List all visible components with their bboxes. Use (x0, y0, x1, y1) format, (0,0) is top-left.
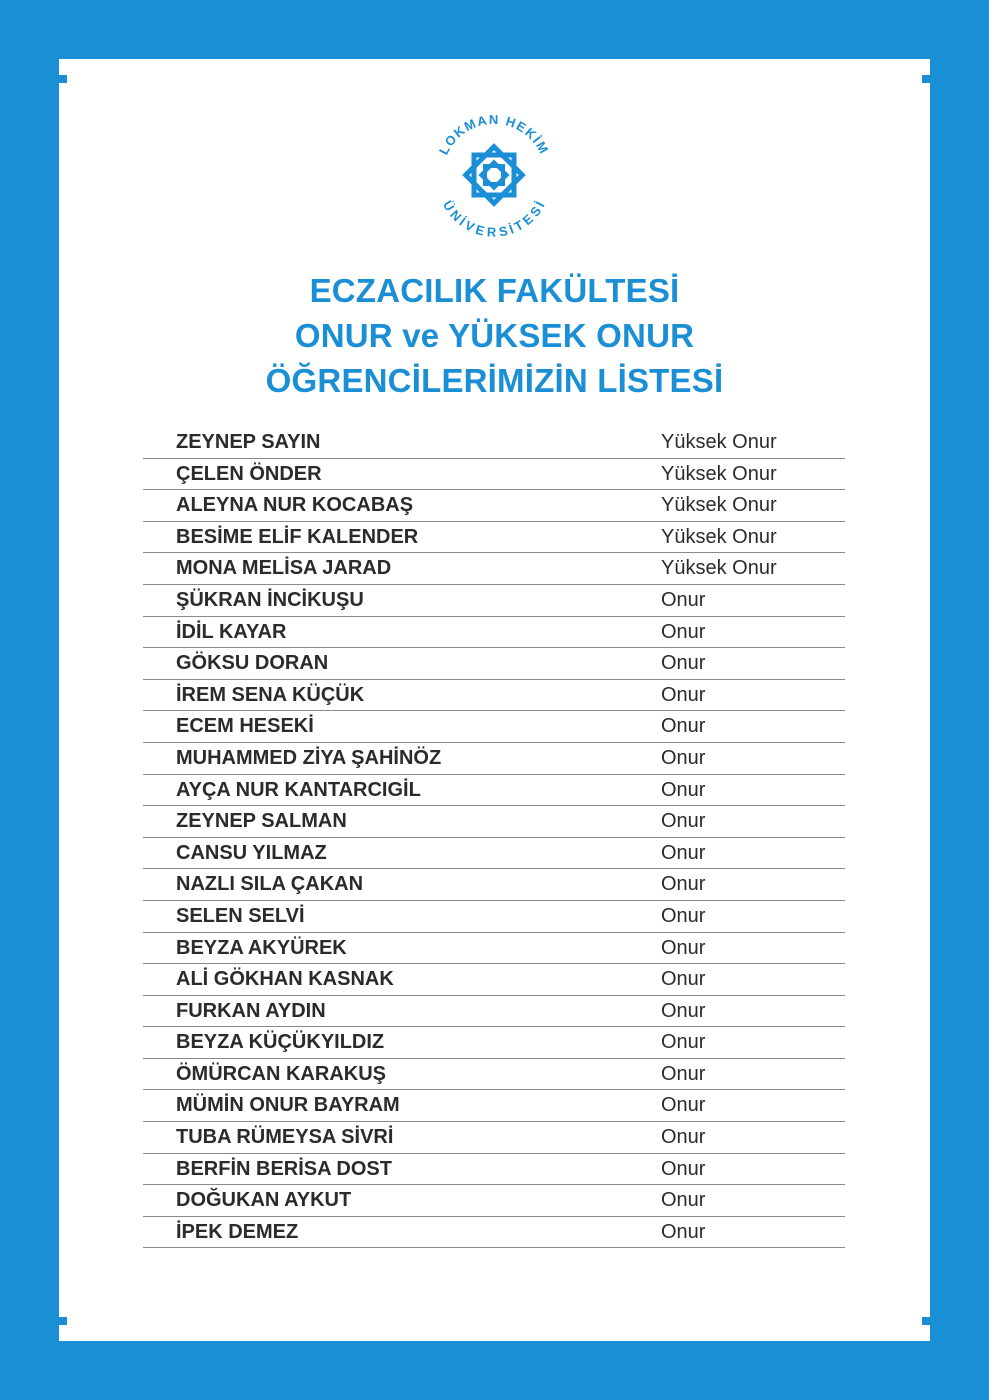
honor-status: Onur (661, 1094, 706, 1117)
student-row (143, 838, 845, 870)
title-line-1: ECZACILIK FAKÜLTESİ (309, 272, 680, 309)
corner-decoration (67, 67, 75, 75)
student-name: ZEYNEP SAYIN (176, 431, 321, 453)
student-name: İDİL KAYAR (176, 620, 287, 643)
student-name: NAZLI SILA ÇAKAN (176, 873, 364, 896)
honor-status: Onur (661, 841, 706, 864)
honor-status: Onur (661, 652, 706, 675)
star-emblem-icon (466, 147, 523, 204)
honor-status: Onur (661, 778, 706, 801)
student-row (143, 1154, 845, 1186)
student-name: BESİME ELİF KALENDER (176, 525, 419, 548)
title-line-3: ÖĞRENCİLERİMİZİN LİSTESİ (265, 362, 724, 399)
honor-status: Onur (661, 873, 706, 896)
logo-ring-text-top: LOKMAN HEKİM (435, 111, 553, 158)
student-name: MÜMİN ONUR BAYRAM (176, 1094, 400, 1117)
honor-status: Yüksek Onur (661, 494, 777, 517)
corner-decoration (922, 75, 930, 83)
student-name: BEYZA KÜÇÜKYILDIZ (176, 1031, 385, 1054)
honor-status: Onur (661, 588, 706, 611)
student-name: ÇELEN ÖNDER (176, 462, 322, 485)
corner-decoration (922, 1317, 930, 1325)
student-row (143, 901, 845, 933)
student-name: DOĞUKAN AYKUT (176, 1189, 352, 1212)
honor-status: Yüksek Onur (661, 462, 777, 485)
svg-text:LOKMAN HEKİM (436, 112, 552, 157)
student-row (143, 680, 845, 712)
student-name: MUHAMMED ZİYA ŞAHİNÖZ (176, 746, 442, 769)
honor-status: Onur (661, 746, 706, 769)
student-row (143, 1122, 845, 1154)
student-name: ZEYNEP SALMAN (176, 810, 347, 833)
honor-status: Onur (661, 810, 706, 833)
student-row (143, 1217, 845, 1249)
corner-decoration (59, 1317, 67, 1325)
student-row (143, 775, 845, 807)
student-row (143, 553, 845, 585)
student-name: FURKAN AYDIN (176, 999, 326, 1022)
student-row (143, 1185, 845, 1217)
honor-status: Onur (661, 1220, 706, 1243)
student-name: BERFİN BERİSA DOST (176, 1157, 392, 1180)
student-row (143, 933, 845, 965)
honor-status: Onur (661, 1189, 706, 1212)
student-row (143, 869, 845, 901)
student-row (143, 427, 845, 459)
university-logo (427, 108, 561, 242)
student-row (143, 996, 845, 1028)
student-name: ÖMÜRCAN KARAKUŞ (176, 1062, 386, 1085)
corner-decoration (67, 1325, 75, 1333)
honor-status: Yüksek Onur (661, 525, 777, 548)
honor-status: Yüksek Onur (661, 557, 777, 580)
honor-status: Onur (661, 1126, 706, 1149)
student-row (143, 1027, 845, 1059)
honor-status: Onur (661, 620, 706, 643)
student-row (143, 1090, 845, 1122)
honor-status: Onur (661, 968, 706, 991)
student-row (143, 964, 845, 996)
student-row (143, 648, 845, 680)
title-line-2: ONUR ve YÜKSEK ONUR (294, 317, 695, 354)
student-row (143, 585, 845, 617)
student-name: ALEYNA NUR KOCABAŞ (176, 494, 414, 517)
honor-status: Yüksek Onur (661, 431, 777, 453)
student-row (143, 522, 845, 554)
student-row (143, 1059, 845, 1091)
honor-status: Onur (661, 999, 706, 1022)
student-name: GÖKSU DORAN (176, 652, 329, 675)
student-name: ALİ GÖKHAN KASNAK (176, 968, 394, 991)
student-name: SELEN SELVİ (176, 904, 305, 927)
student-name: İREM SENA KÜÇÜK (176, 683, 365, 706)
honor-status: Onur (661, 936, 706, 959)
student-row (143, 711, 845, 743)
corner-decoration (914, 67, 922, 75)
student-name: ŞÜKRAN İNCİKUŞU (176, 588, 364, 611)
student-name: ECEM HESEKİ (176, 715, 314, 738)
student-name: BEYZA AKYÜREK (176, 936, 347, 959)
student-name: AYÇA NUR KANTARCIGİL (176, 778, 421, 801)
student-name: TUBA RÜMEYSA SİVRİ (176, 1126, 394, 1149)
student-name: CANSU YILMAZ (176, 841, 327, 864)
student-row (143, 617, 845, 649)
honor-status: Onur (661, 1031, 706, 1054)
student-name: İPEK DEMEZ (176, 1220, 299, 1243)
honor-status: Onur (661, 904, 706, 927)
honor-status: Onur (661, 683, 706, 706)
honor-status: Onur (661, 1157, 706, 1180)
corner-decoration (914, 1325, 922, 1333)
student-row (143, 459, 845, 491)
student-list (143, 427, 845, 1248)
honor-status: Onur (661, 1062, 706, 1085)
corner-decoration (59, 75, 67, 83)
student-row (143, 743, 845, 775)
honor-status: Onur (661, 715, 706, 738)
student-row (143, 490, 845, 522)
logo-ring-text-bottom: ÜNİVERSİTESİ (439, 197, 549, 240)
student-row (143, 806, 845, 838)
page-title (0, 268, 989, 403)
student-name: MONA MELİSA JARAD (176, 557, 392, 580)
